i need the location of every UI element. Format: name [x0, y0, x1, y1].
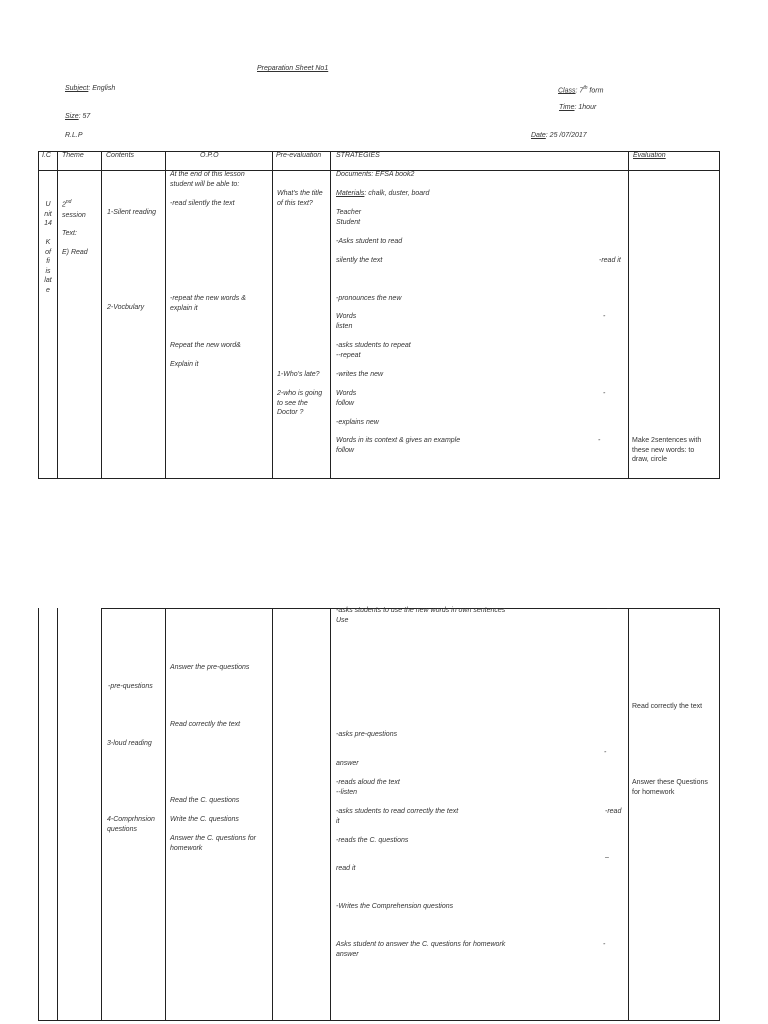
strategy-read-it: read it: [336, 865, 356, 872]
strategy-dash: -: [603, 313, 606, 320]
class-sup: th: [583, 85, 588, 91]
strategy-words-context: Words in its context & gives an example follow: [336, 437, 461, 454]
page-title: Preparation Sheet No1: [257, 65, 329, 72]
theme-session-num: [62, 198, 71, 210]
col-divider: [719, 151, 720, 479]
opo-write-c-questions: Write the C. questions: [170, 816, 239, 823]
strategy-asks-pre: -asks pre-questions: [336, 731, 398, 738]
strategy-answer: answer: [336, 760, 359, 767]
col-header-strategies: STRATEGIES: [336, 152, 380, 159]
strategy-read: -read: [605, 808, 622, 815]
col-header-ic: I.C: [42, 152, 51, 159]
rlp-label: R.L.P: [65, 132, 83, 139]
col-header-evaluation: Evaluation: [633, 152, 666, 159]
col-header-pre-evaluation: Pre-evaluation: [276, 152, 322, 159]
col-divider: [628, 151, 629, 479]
opo-repeat-word: Repeat the new word&: [170, 342, 241, 349]
size-value: : 57: [78, 113, 91, 120]
col-divider: [101, 608, 102, 1021]
strategy-asks-read-correctly: -asks students to read correctly the text: [336, 808, 459, 815]
strategy-use: Use: [336, 617, 349, 624]
theme-text-title: E) Read: [62, 249, 88, 256]
time-value: : 1hour: [574, 104, 597, 111]
strategy-silently: silently the text: [336, 257, 383, 264]
theme-session: session: [62, 212, 86, 219]
strategy-words-follow: Words follow: [336, 390, 357, 407]
size-field: [65, 112, 90, 122]
time-field: [559, 103, 596, 113]
strategy-writes-comprehension: -Writes the Comprehension questions: [336, 903, 454, 910]
strategy-dash: –: [607, 605, 611, 612]
pre-eval-question-2: 2-who is going to see the Doctor ?: [277, 390, 323, 416]
date-label: Date: [531, 132, 546, 139]
contents-silent-reading: 1-Silent reading: [107, 209, 157, 216]
subject-value: : English: [88, 85, 116, 92]
col-divider: [57, 608, 58, 1021]
strategy-words-listen: Words listen: [336, 313, 357, 330]
col-header-contents: Contents: [106, 152, 135, 159]
col-divider: [101, 151, 102, 479]
class-label: Class: [558, 87, 576, 95]
col-divider: [330, 608, 331, 1021]
strategy-dash: –: [605, 854, 609, 861]
materials-value: : chalk, duster, board: [364, 190, 430, 197]
strategy-asks-read: -Asks student to read: [336, 238, 403, 245]
col-divider: [272, 151, 273, 479]
pre-eval-question-1: 1-Who's late?: [277, 371, 320, 378]
col-divider: [38, 608, 39, 1021]
subject-field: [65, 84, 115, 94]
strategy-dash: -: [603, 390, 606, 397]
strategy-materials: [336, 189, 429, 199]
strategy-it: it: [336, 818, 340, 825]
strategy-reads-aloud: -reads aloud the text --listen: [336, 779, 400, 796]
table-bottom-border: [38, 1020, 720, 1021]
size-label: Size: [65, 113, 79, 120]
class-rest: form: [587, 87, 604, 95]
strategy-dash: -: [598, 437, 601, 444]
strategy-writes-new: -writes the new: [336, 371, 384, 378]
contents-vocabulary: 2-Vocbulary: [107, 304, 145, 311]
col-divider: [628, 608, 629, 1021]
opo-answer-c-questions: Answer the C. questions for homework: [170, 835, 256, 852]
contents-pre-questions: -pre-questions: [108, 683, 153, 690]
col-divider: [57, 151, 58, 479]
strategy-roles: Teacher Student: [336, 209, 362, 226]
col-header-opo: O.P.O: [200, 152, 219, 159]
time-label: Time: [559, 104, 575, 111]
date-field: [531, 131, 587, 141]
col-divider: [165, 608, 166, 1021]
strategy-use-words: -asks students to use the new words in own sentences: [336, 607, 506, 614]
strategy-asks-answer: Asks student to answer the C. questions for homework answer: [336, 941, 506, 958]
col-divider: [165, 151, 166, 479]
opo-repeat-words: -repeat the new words & explain it: [170, 295, 246, 312]
contents-comprehension: 4-Comprhnsion questions: [107, 816, 155, 833]
evaluation-make-sentences: Make 2sentences with these new words: to draw, circle: [632, 437, 702, 463]
opo-explain: Explain it: [170, 361, 199, 368]
table-bottom-border: [38, 478, 720, 479]
session-sup: nd: [65, 199, 72, 205]
class-field: [558, 84, 603, 96]
subject-label: Subject: [65, 85, 89, 92]
col-divider: [719, 608, 720, 1021]
opo-read-silently: -read silently the text: [170, 200, 235, 207]
materials-label: Materials: [336, 190, 365, 197]
col-divider: [272, 608, 273, 1021]
strategy-dash: -: [604, 749, 607, 756]
opo-read-correctly: Read correctly the text: [170, 721, 241, 728]
opo-answer-pre: Answer the pre-questions: [170, 664, 250, 671]
class-value: : 7: [575, 87, 584, 95]
strategy-read-it: -read it: [599, 257, 621, 264]
contents-loud-reading: 3-loud reading: [107, 740, 152, 747]
pre-eval-title-question: What's the title of this text?: [277, 190, 323, 207]
theme-text-label: Text:: [62, 230, 77, 237]
col-header-theme: Theme: [62, 152, 84, 159]
strategy-reads-c-questions: -reads the C. questions: [336, 837, 409, 844]
strategy-explains-new: -explains new: [336, 419, 379, 426]
col-divider: [330, 151, 331, 479]
evaluation-answer-questions: Answer these Questions for homework: [632, 779, 708, 796]
ic-unit-text: U nit 14 K of fi is lat e: [44, 201, 52, 294]
evaluation-read-correctly: Read correctly the text: [632, 703, 703, 710]
date-value: : 25 /07/2017: [545, 132, 587, 139]
session-num: 2: [62, 201, 66, 209]
strategy-asks-repeat: -asks students to repeat --repeat: [336, 342, 411, 359]
strategy-documents: Documents: EFSA book2: [336, 171, 415, 178]
opo-intro: At the end of this lesson student will be able to:: [170, 171, 245, 188]
opo-read-c-questions: Read the C. questions: [170, 797, 240, 804]
strategy-dash: -: [603, 941, 606, 948]
strategy-pronounces: -pronounces the new: [336, 295, 402, 302]
